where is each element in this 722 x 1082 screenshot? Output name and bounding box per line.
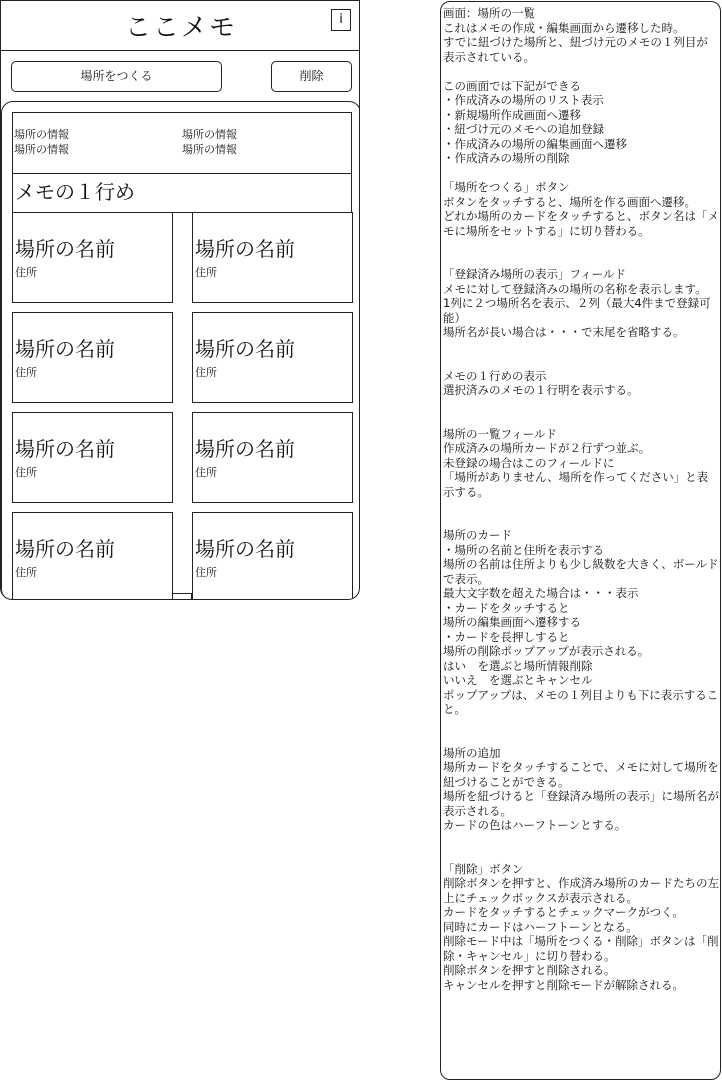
place-card[interactable] <box>192 412 353 503</box>
place-address: 住所 <box>195 566 217 579</box>
place-card[interactable] <box>192 212 353 303</box>
place-address: 住所 <box>15 366 37 379</box>
app-title: ここメモ <box>124 13 237 43</box>
place-address: 住所 <box>195 366 217 379</box>
place-card[interactable] <box>192 312 353 403</box>
phone-screen <box>0 0 360 600</box>
place-card[interactable] <box>12 312 173 403</box>
create-place-button[interactable]: 場所をつくる <box>11 61 222 92</box>
place-card[interactable] <box>192 512 353 600</box>
place-name: 場所の名前 <box>195 237 295 261</box>
spec-notes-text: 画面：場所の一覧 これはメモの作成・編集画面から遷移した時。 すでに紐づけた場所と、紐づけ元のメモの１列目が表示されている。 この画面では下記ができる ・作成済みの場所のリスト表示 ・新規場所作成画面へ遷移 ・紐づけ元のメモへの追加登録 ・作成済みの場所の編集画面へ遷移 ・作成済みの場所の削除 「場所をつくる」ボタン ボタンをタッチすると、場所を作る画面へ遷移。 どれか場所のカードをタッチすると、ボタン名は「メモに場所をセットする」に切り替わる。 「登録済み場所の表示」フィールド メモに対して登録済みの場所の名称を表示します。 1列に２つ場所名を表示、２列（最大4件まで登録可能） 場所名が長い場合は・・・で末尾を省略する。 メモの１行めの表示 選択済みのメモの１行明を表示する。 場所の一覧フィールド 作成済みの場所カードが２行ずつ並ぶ。 未登録の場合はこのフィールドに 「場所がありません、場所を作ってください」と表示する。 場所のカード ・場所の名前と住所を表示する 場所の名前は住所よりも少し級数を大きく、ボールドで表示。 最大文字数を超えた場合は・・・表示 ・カードをタッチすると 場所の編集画面へ遷移する ・カードを長押しすると 場所の削除ポップアップが表示される。 はい を選ぶと場所情報削除 いいえ を選ぶとキャンセル ポップアップは、メモの１列目よりも下に表示すること。 場所の追加 場所カードをタッチすることで、メモに対して場所を紐づけることができる。 場所を紐づけると「登録済み場所の表示」に場所名が表示される。 カードの色はハーフトーンとする。 「削除」ボタン 削除ボタンを押すと、作成済み場所のカードたちの左上にチェックボックスが表示される。 カードをタッチするとチェックマークがつく。 同時にカードはハーフトーンとなる。 削除モード中は「場所をつくる・削除」ボタンは「削除・キャンセル」に切り替わる。 削除ボタンを押すと削除される。 キャンセルを押すと削除モードが解除される。 <box>443 6 719 992</box>
place-address: 住所 <box>195 466 217 479</box>
registered-place-3: 場所の情報 <box>14 143 69 156</box>
registered-places-field <box>12 112 352 174</box>
place-name: 場所の名前 <box>15 337 115 361</box>
registered-place-4: 場所の情報 <box>182 143 237 156</box>
scroll-indicator[interactable] <box>172 593 192 600</box>
place-name: 場所の名前 <box>15 437 115 461</box>
place-name: 場所の名前 <box>15 237 115 261</box>
place-address: 住所 <box>15 266 37 279</box>
info-button[interactable]: i <box>331 9 351 31</box>
spec-notes-panel <box>440 1 721 1080</box>
place-list-panel[interactable] <box>1 101 360 600</box>
place-address: 住所 <box>15 566 37 579</box>
place-card[interactable] <box>12 412 173 503</box>
registered-place-2: 場所の情報 <box>182 128 237 141</box>
place-name: 場所の名前 <box>195 437 295 461</box>
delete-button[interactable]: 削除 <box>271 61 352 92</box>
place-address: 住所 <box>15 466 37 479</box>
registered-place-1: 場所の情報 <box>14 128 69 141</box>
memo-first-line: メモの１行め <box>12 173 352 213</box>
place-name: 場所の名前 <box>15 537 115 561</box>
place-card[interactable] <box>12 212 173 303</box>
place-card[interactable] <box>12 512 173 600</box>
place-address: 住所 <box>195 266 217 279</box>
place-name: 場所の名前 <box>195 537 295 561</box>
place-name: 場所の名前 <box>195 337 295 361</box>
app-header <box>1 1 360 51</box>
